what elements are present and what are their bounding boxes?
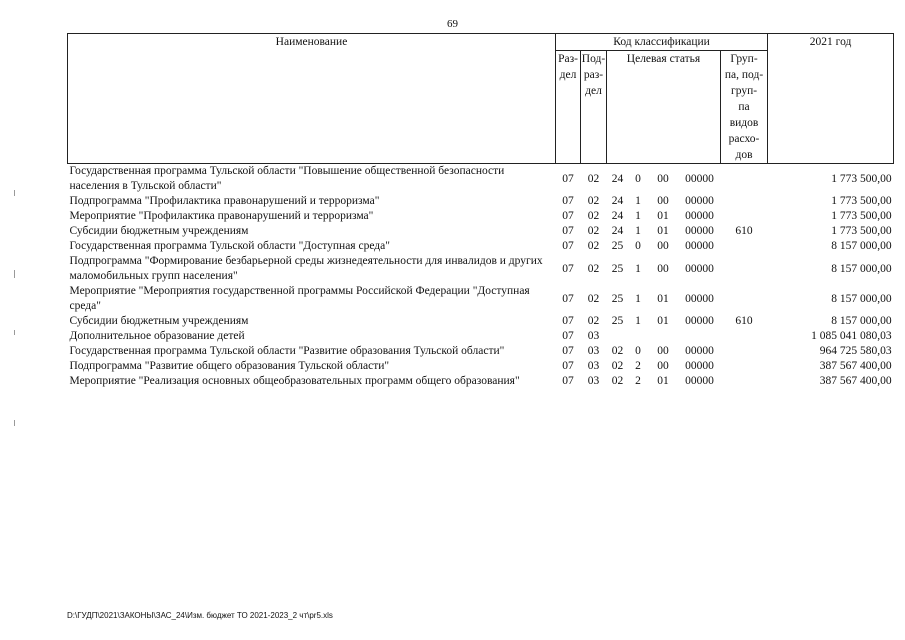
row-podrazdel: 02 (587, 172, 600, 185)
row-amount: 8 157 000,00 (831, 262, 892, 275)
row-amount: 1 085 041 080,03 (811, 330, 892, 342)
row-cs4: 00000 (685, 345, 714, 357)
row-cs2: 0 (635, 172, 641, 185)
row-cs3: 01 (657, 292, 669, 305)
row-name: Подпрограмма "Профилактика правонарушений и терроризма" (69, 195, 380, 207)
row-cs3: 00 (657, 360, 669, 372)
row-razdel: 07 (562, 195, 574, 207)
row-cs4: 00000 (685, 240, 714, 252)
row-vid: 610 (735, 315, 753, 327)
row-amount: 964 725 580,03 (819, 345, 892, 357)
row-cs2: 2 (635, 375, 641, 387)
row-cs3: 01 (657, 210, 669, 222)
row-cs2: 0 (635, 240, 641, 252)
row-cs1: 02 (611, 360, 624, 372)
row-vid (721, 254, 768, 284)
row-cs2: 1 (635, 315, 641, 327)
table-row (68, 224, 894, 239)
row-cs4: 00000 (685, 210, 714, 222)
table-row (68, 254, 894, 284)
table-row (68, 359, 894, 374)
row-cs3 (648, 329, 679, 344)
table-row (68, 239, 894, 254)
header-expense-group: Груп- па, под- груп- па видов расхо- дов (721, 51, 768, 164)
row-cs2: 1 (635, 262, 641, 275)
row-razdel: 07 (562, 225, 574, 237)
row-name: Субсидии бюджетным учреждениям (69, 225, 249, 237)
row-cs1: 25 (611, 262, 624, 275)
row-cs1: 25 (611, 315, 624, 327)
row-cs3: 00 (657, 240, 669, 252)
row-amount: 8 157 000,00 (831, 315, 892, 327)
table-row (68, 344, 894, 359)
row-razdel: 07 (562, 330, 574, 342)
row-cs1: 24 (611, 210, 624, 222)
row-cs4: 00000 (685, 172, 714, 185)
header-classification: Код классификации (556, 34, 768, 51)
row-name: Мероприятие "Реализация основных общеобразовательных программ общего образования" (69, 375, 520, 387)
row-name: Государственная программа Тульской области "Развитие образования Тульской области" (69, 345, 505, 357)
row-cs3: 01 (657, 315, 669, 327)
row-vid (721, 329, 768, 344)
table-row (68, 164, 894, 195)
header-year: 2021 год (768, 34, 894, 164)
row-cs1: 02 (611, 345, 624, 357)
row-razdel: 07 (562, 375, 574, 387)
page-number: 69 (447, 18, 458, 30)
header-subsection: Под- раз- дел (581, 51, 607, 164)
row-name: Дополнительное образование детей (69, 330, 245, 342)
row-razdel: 07 (562, 292, 574, 305)
table-row (68, 284, 894, 314)
row-podrazdel: 02 (587, 262, 600, 275)
row-name: Субсидии бюджетным учреждениям (69, 315, 249, 327)
row-podrazdel: 03 (587, 345, 600, 357)
row-cs4: 00000 (685, 360, 714, 372)
row-razdel: 07 (562, 210, 574, 222)
row-podrazdel: 02 (587, 210, 600, 222)
row-name: Подпрограмма "Развитие общего образования Тульской области" (69, 360, 390, 372)
header-target-article: Целевая статья (607, 51, 721, 164)
margin-mark (14, 330, 15, 335)
row-razdel: 07 (562, 345, 574, 357)
header-section: Раз- дел (556, 51, 581, 164)
row-name: Мероприятие "Профилактика правонарушений и терроризма" (69, 210, 374, 222)
row-name: Подпрограмма "Формирование безбарьерной среды жизнедеятельности для инвалидов и других маломобильных групп населения" (69, 255, 543, 282)
row-amount: 8 157 000,00 (831, 292, 892, 305)
row-cs2: 1 (635, 225, 641, 237)
row-vid (721, 284, 768, 314)
budget-table (67, 33, 894, 389)
row-vid (721, 239, 768, 254)
table-row (68, 194, 894, 209)
row-name: Государственная программа Тульской области "Доступная среда" (69, 240, 390, 252)
margin-mark (14, 190, 15, 196)
row-razdel: 07 (562, 360, 574, 372)
table-row (68, 314, 894, 329)
row-cs2: 0 (635, 345, 641, 357)
table-row (68, 209, 894, 224)
row-podrazdel: 02 (587, 315, 600, 327)
row-podrazdel: 03 (587, 360, 600, 372)
row-cs1: 24 (611, 195, 624, 207)
header-name: Наименование (68, 34, 556, 164)
row-razdel: 07 (562, 315, 574, 327)
row-cs4: 00000 (685, 262, 714, 275)
row-podrazdel: 03 (587, 330, 600, 342)
row-cs4 (679, 329, 721, 344)
row-amount: 1 773 500,00 (831, 225, 892, 237)
row-vid (721, 164, 768, 195)
row-vid (721, 194, 768, 209)
row-cs2 (629, 329, 648, 344)
row-amount: 8 157 000,00 (831, 240, 892, 252)
file-path-footer: D:\ГУДП\2021\ЗАКОНЫ\ЗАС_24\Изм. бюджет ТО 2021-2023_2 чт\pr5.xls (67, 611, 333, 620)
row-podrazdel: 02 (587, 195, 600, 207)
row-cs4: 00000 (685, 292, 714, 305)
row-cs4: 00000 (685, 375, 714, 387)
row-amount: 1 773 500,00 (831, 210, 892, 222)
row-vid (721, 374, 768, 389)
row-podrazdel: 02 (587, 292, 600, 305)
row-amount: 1 773 500,00 (831, 172, 892, 185)
row-cs2: 1 (635, 210, 641, 222)
row-podrazdel: 02 (587, 225, 600, 237)
row-cs3: 00 (657, 262, 669, 275)
row-cs3: 01 (657, 225, 669, 237)
row-cs4: 00000 (685, 195, 714, 207)
row-cs2: 2 (635, 360, 641, 372)
margin-mark (14, 270, 15, 278)
row-cs1: 25 (611, 240, 624, 252)
row-cs2: 1 (635, 195, 641, 207)
table-row (68, 374, 894, 389)
row-cs3: 00 (657, 345, 669, 357)
row-cs4: 00000 (685, 225, 714, 237)
row-cs1: 25 (611, 292, 624, 305)
row-cs1: 24 (611, 172, 624, 185)
row-razdel: 07 (562, 240, 574, 252)
row-podrazdel: 02 (587, 240, 600, 252)
row-amount: 387 567 400,00 (819, 360, 892, 372)
row-razdel: 07 (562, 172, 574, 185)
row-vid (721, 344, 768, 359)
row-name: Государственная программа Тульской области "Повышение общественной безопасности населения в Тульской области" (69, 165, 505, 192)
row-vid (721, 209, 768, 224)
row-cs4: 00000 (685, 315, 714, 327)
row-name: Мероприятие "Мероприятия государственной программы Российской Федерации "Доступная среда" (69, 285, 530, 312)
row-cs3: 00 (657, 172, 669, 185)
row-amount: 1 773 500,00 (831, 195, 892, 207)
row-podrazdel: 03 (587, 375, 600, 387)
table-row (68, 329, 894, 344)
row-cs3: 01 (657, 375, 669, 387)
row-cs3: 00 (657, 195, 669, 207)
row-razdel: 07 (562, 262, 574, 275)
row-cs1 (607, 329, 629, 344)
row-cs1: 02 (611, 375, 624, 387)
row-amount: 387 567 400,00 (819, 375, 892, 387)
row-cs2: 1 (635, 292, 641, 305)
row-cs1: 24 (611, 225, 624, 237)
table-body (68, 164, 894, 390)
margin-mark (14, 420, 15, 426)
row-vid: 610 (735, 225, 753, 237)
row-vid (721, 359, 768, 374)
